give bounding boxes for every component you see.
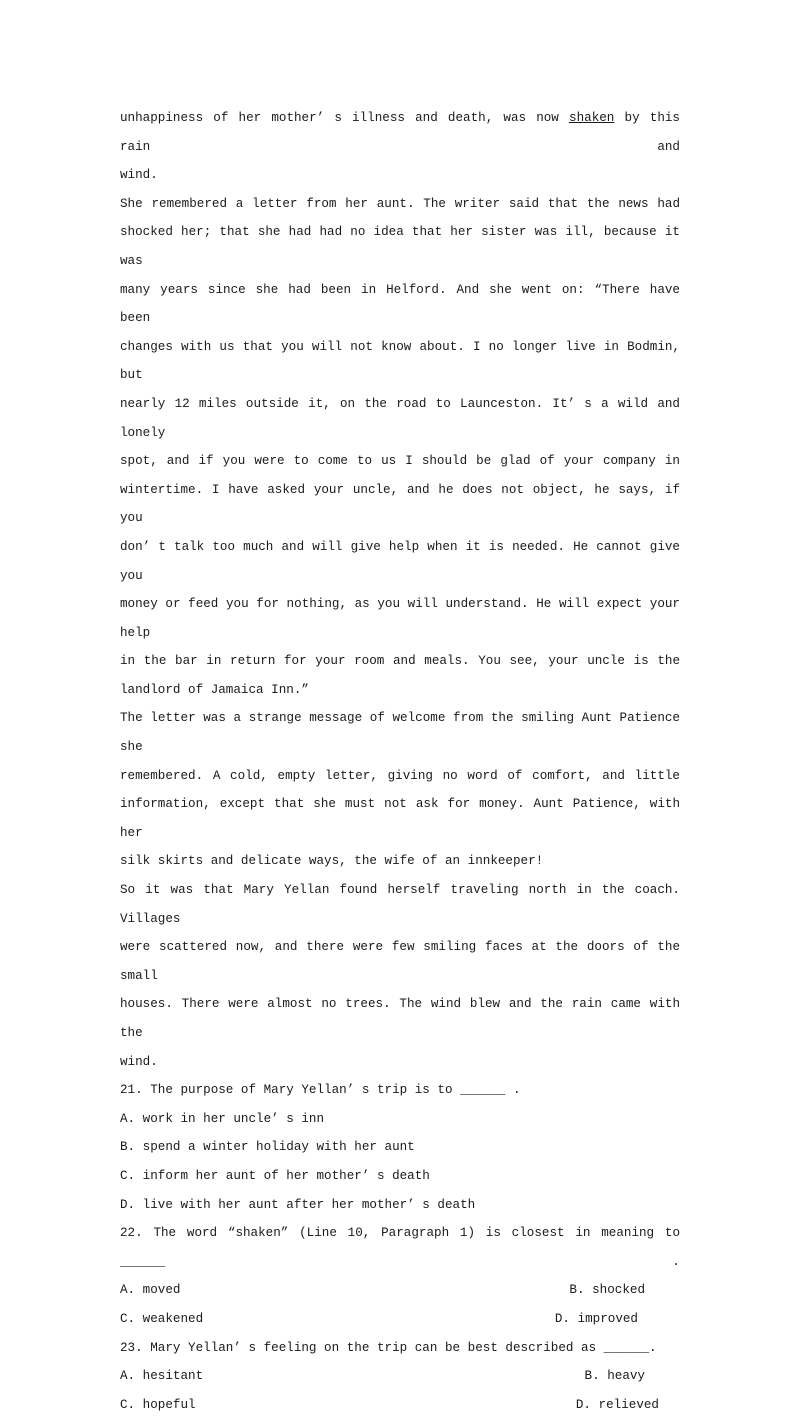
passage-line: So it was that Mary Yellan found herself traveling north in the coach. Villages bbox=[120, 883, 680, 926]
question-21-option-a: A. work in her uncle’ s inn bbox=[120, 1111, 325, 1126]
question-21-option-d: D. live with her aunt after her mother’ s death bbox=[120, 1197, 476, 1212]
question-22-option-b: B. shocked bbox=[569, 1283, 645, 1298]
question-22-option-a: A. moved bbox=[120, 1283, 181, 1298]
passage-line bbox=[120, 104, 680, 161]
passage-line: shocked her; that she had had no idea that her sister was ill, because it was bbox=[120, 225, 680, 268]
passage-line: spot, and if you were to come to us I should be glad of your company in bbox=[120, 454, 680, 469]
question-23-option-a: A. hesitant bbox=[120, 1369, 204, 1384]
question-23-option-c: C. hopeful bbox=[120, 1397, 196, 1412]
passage-line: don’ t talk too much and will give help when it is needed. He cannot give you bbox=[120, 539, 680, 583]
passage-line: money or feed you for nothing, as you will understand. He will expect your help bbox=[120, 597, 680, 640]
question-23-option-b: B. heavy bbox=[584, 1369, 645, 1384]
passage-line: landlord of Jamaica Inn.” bbox=[120, 682, 309, 697]
passage-line: in the bar in return for your room and meals. You see, your uncle is the bbox=[120, 654, 680, 669]
passage-line: changes with us that you will not know about. I no longer live in Bodmin, but bbox=[120, 339, 680, 383]
passage-line: silk skirts and delicate ways, the wife of an innkeeper! bbox=[120, 854, 544, 869]
passage-text: by this rain and bbox=[120, 111, 680, 154]
question-22-options-row bbox=[120, 1305, 680, 1334]
document-page bbox=[120, 104, 680, 1419]
passage-line: The letter was a strange message of welcome from the smiling Aunt Patience she bbox=[120, 711, 680, 755]
passage-line: wintertime. I have asked your uncle, and he does not object, he says, if you bbox=[120, 482, 680, 526]
question-22-option-d: D. improved bbox=[554, 1311, 638, 1326]
underlined-word: shaken bbox=[569, 111, 615, 125]
question-21-option-c: C. inform her aunt of her mother’ s death bbox=[120, 1168, 430, 1183]
passage-line: nearly 12 miles outside it, on the road to Launceston. It’ s a wild and lonely bbox=[120, 396, 680, 440]
passage-line: information, except that she must not ask for money. Aunt Patience, with her bbox=[120, 797, 680, 840]
question-23-option-d: D. relieved bbox=[575, 1397, 659, 1412]
passage-line: remembered. A cold, empty letter, giving no word of comfort, and little bbox=[120, 768, 680, 783]
question-22-options-row bbox=[120, 1276, 680, 1305]
passage-line: were scattered now, and there were few smiling faces at the doors of the small bbox=[120, 940, 680, 983]
passage-line: many years since she had been in Helford. And she went on: “There have been bbox=[120, 282, 680, 326]
question-23-options-row bbox=[120, 1362, 680, 1391]
question-21-stem: 21. The purpose of Mary Yellan’ s trip is to ______ . bbox=[120, 1083, 521, 1098]
passage-line: wind. bbox=[120, 1054, 158, 1069]
question-23-options-row bbox=[120, 1391, 680, 1419]
passage-text: unhappiness of her mother’ s illness and death, was now bbox=[120, 111, 570, 125]
question-22-stem: 22. The word “shaken” (Line 10, Paragraph 1) is closest in meaning to ______ . bbox=[120, 1226, 680, 1269]
question-23-stem: 23. Mary Yellan’ s feeling on the trip can be best described as ______. bbox=[120, 1340, 657, 1355]
passage-line: She remembered a letter from her aunt. The writer said that the news had bbox=[120, 196, 680, 211]
question-21-option-b: B. spend a winter holiday with her aunt bbox=[120, 1140, 415, 1155]
passage-line: wind. bbox=[120, 168, 158, 183]
passage-line: houses. There were almost no trees. The wind blew and the rain came with the bbox=[120, 997, 680, 1040]
question-22-option-c: C. weakened bbox=[120, 1311, 204, 1326]
